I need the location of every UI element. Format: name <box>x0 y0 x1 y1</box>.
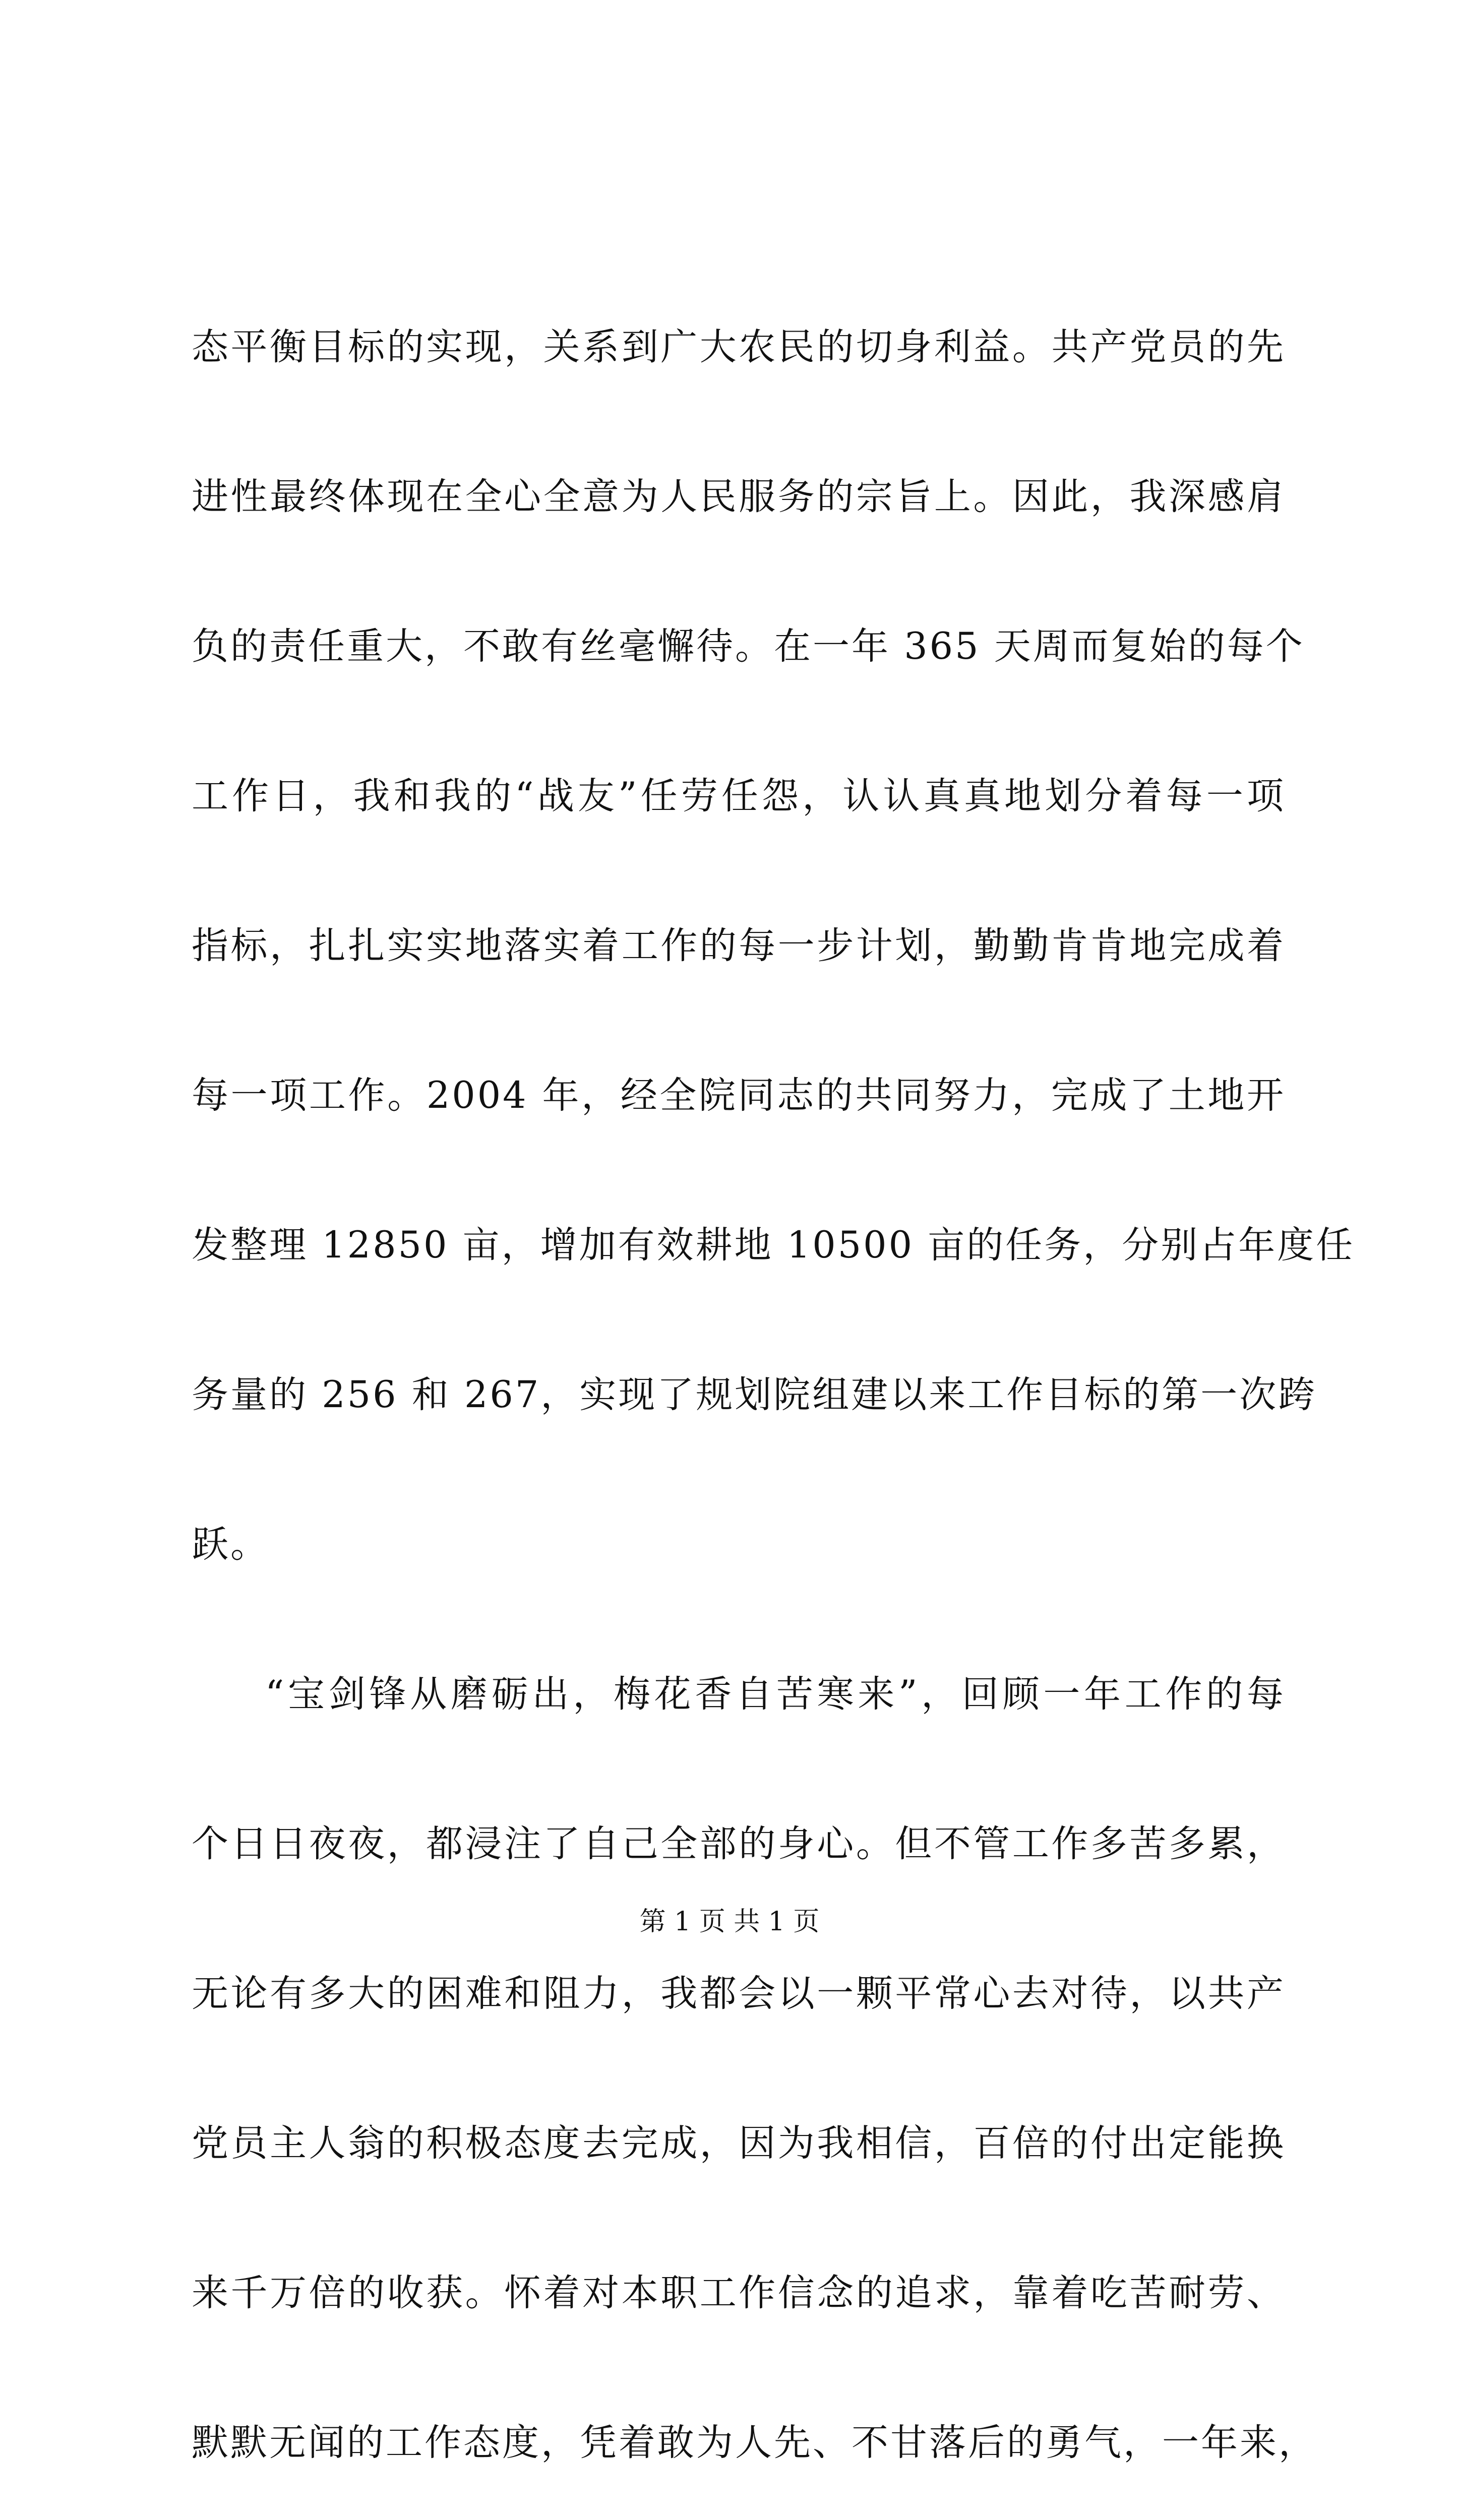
text-line: 进性最终体现在全心全意为人民服务的宗旨上。因此，我深感肩 <box>192 475 1286 518</box>
text-line: 工作日，我和我的“战友”任劳任怨，认认真真地划分着每一项 <box>192 775 1286 817</box>
text-line: 务量的 256 和 267，实现了规划院组建以来工作目标的第一次跨 <box>192 1373 1317 1416</box>
page-footer: 第 1 页 共 1 页 <box>639 1907 820 1937</box>
text-line: 每一项工作。2004 年，经全院同志的共同努力，完成了土地开 <box>192 1074 1286 1117</box>
text-line: 跃。 <box>192 1523 269 1566</box>
text-line <box>192 2517 1286 2520</box>
document-body <box>192 272 1355 2520</box>
paragraph-2 <box>192 1619 1317 2520</box>
text-line: 态平衡目标的实现，关系到广大农民的切身利益。共产党员的先 <box>192 326 1286 368</box>
text-line: 指标，扎扎实实地落实着工作的每一步计划，勤勤肯肯地完成着 <box>192 924 1286 967</box>
text-line: 来千万倍的收获。怀着对本职工作信念的追求，靠着吃苦耐劳、 <box>192 2272 1286 2314</box>
text-line: 负的责任重大，不敢有丝毫懈待。在一年 365 天周而复始的每个 <box>192 625 1305 668</box>
text-line: 默默无闻的工作态度，凭着敢为人先、不甘落后的勇气，一年来， <box>192 2421 1317 2464</box>
text-line: 党员主人翁的积极态度去完成，因为我相信，百倍的付出定能换 <box>192 2122 1286 2165</box>
text-line: “宝剑锋从磨砺出，梅花香自苦寒来”，回顾一年工作的每 <box>265 1673 1286 1716</box>
text-line: 发整理 12850 亩，增加有效耕地 10500 亩的任务，分别占年度任 <box>192 1224 1355 1267</box>
paragraph-1 <box>192 272 1355 1619</box>
text-line: 无论有多大的困难和阻力，我都会以一颗平常心去对待，以共产 <box>192 1972 1286 2015</box>
text-line: 个日日夜夜，都浸注了自己全部的身心。但不管工作多苦多累， <box>192 1822 1286 1865</box>
